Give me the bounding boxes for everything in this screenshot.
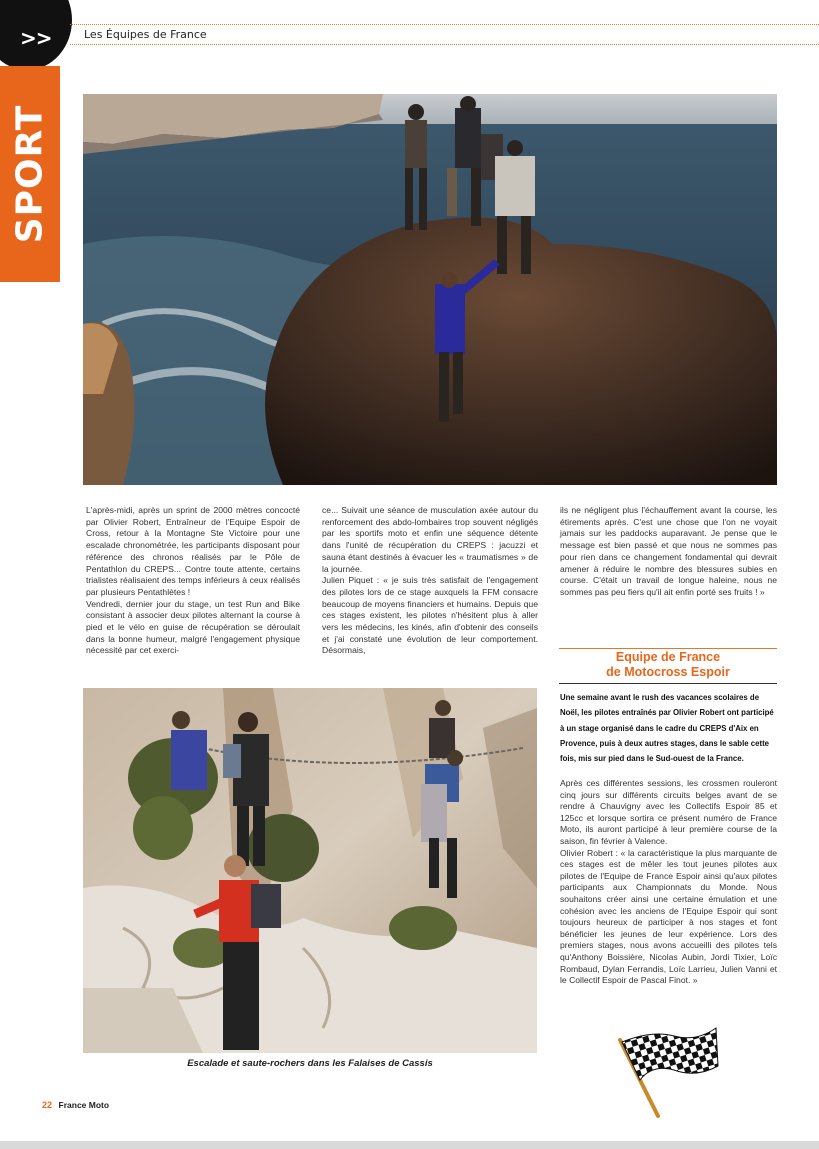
photo-cliff-climbing-image (83, 688, 537, 1053)
page-footer (42, 1100, 109, 1110)
sidebar-paragraph: Olivier Robert : « la caractéristique la plus marquante de ces stages est de mêler les tout jeunes pilotes aux pilotes de l'Equipe de France Espoir ainsi qu'aux pilotes participants aux Championnats du Monde. Nous souhaitons créer ainsi une certaine émulation et une cohésion avec les anciens de l'Equipe Espoir qui sont toujours heureux de participer à nos stages et font bénéficier les jeunes de leur expérience. Lors des premiers stages, nous avons accueilli des pilotes tels qu'Anthony Boissière, Nicolas Aubin, Jordi Tixier, Loïc Rombaud, Dylan Ferrandis, Loïc Larrieu, Julien Vanni et le Collectif Espoir de Pascal Finot. » (560, 847, 777, 986)
sidebar-body (560, 778, 777, 987)
article-column-1 (86, 505, 300, 657)
sidebar-title (559, 650, 777, 680)
sidebar-lead: Une semaine avant le rush des vacances scolaires de Noël, les pilotes entraînés par Olivier Robert ont participé à un stage organisé dans le cadre du CREPS d'Aix en Provence, puis à deux autres stages, dans le sable cette fois, mis sur pied dans le Sud-ouest de la France. (560, 692, 774, 764)
header-rule-top (70, 24, 819, 25)
article-column-3 (560, 505, 777, 599)
photo-caption: Escalade et saute-rochers dans les Falaises de Cassis (187, 1058, 433, 1069)
sidebar-rule-top (559, 648, 777, 649)
article-paragraph: L'après-midi, après un sprint de 2000 mètres concocté par Olivier Robert, Entraîneur de l'Equipe Espoir de Cross, retour à la Montagne Ste Victoire pour une escalade chronométrée, les participants disposant pour référence des chronos réalisés par le Pôle de Pentathlon du CREPS... Contre toute attente, certains trialistes réalisaient des temps inférieurs à ceux réalisés par plusieurs Pentathlètes ! (86, 505, 300, 597)
magazine-name: France Moto (58, 1100, 110, 1110)
header-rule-bottom (70, 44, 819, 45)
sidebar-rule-bottom (559, 683, 777, 684)
article-paragraph: Vendredi, dernier jour du stage, un test Run and Bike consistant à associer deux pilotes alternant la course à pied et le vélo en guise de récupération se déroulait dans la bonne humeur, malgré l'engagement physique nécessité par cet exerci- (86, 598, 300, 656)
page-number: 22 (42, 1100, 53, 1110)
photo-cliff-climbing (83, 688, 537, 1053)
article-paragraph: ce... Suivait une séance de musculation axée autour du renforcement des abdo-lombaires trop souvent négligés par les sportifs moto et enfin une séquence détente dans l'unité de récupération du CREPS : jacuzzi et sauna étant destinés à évacuer les « traumatismes » de la journée. (322, 505, 538, 574)
article-paragraph: ils ne négligent plus l'échauffement avant la course, les étirements après. C'est une chose que l'on ne voyait jamais sur les paddocks auparavant. Je pense que le message est bien passé et que nous ne sommes pas pour rien dans ce changement fondamental qui devrait amener à réduire le nombre des blessures subies en course. C'était un travail de longue haleine, nous ne sommes pas peu fiers qu'il ait enfin porté ses fruits ! » (560, 505, 777, 597)
photo-rocks-sea-image (83, 94, 777, 485)
sidebar-title-line-2: de Motocross Espoir (606, 665, 730, 679)
double-arrow-icon: >> (20, 26, 52, 50)
article-paragraph: Julien Piquet : « je suis très satisfait de l'engagement des pilotes lors de ce stage auxquels la FFM consacre beaucoup de moyens financiers et humains. Depuis que ces stages existent, les pilotes n'hésitent plus à aller vers les médecins, les kinés, afin d'obtenir des conseils et j'ai constaté une évolution de leur comportement. Désormais, (322, 575, 538, 656)
sidebar-title-line-1: Equipe de France (615, 650, 721, 664)
sidebar-paragraph: Après ces différentes sessions, les crossmen rouleront cinq jours sur différents circuits belges avant de se rendre à Chauvigny avec les Collectifs Espoir 85 et 125cc et lorsque sortira ce présent numéro de France Moto, ils auront participé à leur première course de la saison, fin février à Valence. (560, 778, 777, 846)
bottom-edge (0, 1141, 819, 1149)
article-column-2 (322, 505, 538, 657)
photo-rocks-sea (83, 94, 777, 485)
checkered-flag-icon (612, 1022, 722, 1120)
sport-label: SPORT (9, 104, 51, 244)
section-title: Les Équipes de France (84, 28, 207, 41)
